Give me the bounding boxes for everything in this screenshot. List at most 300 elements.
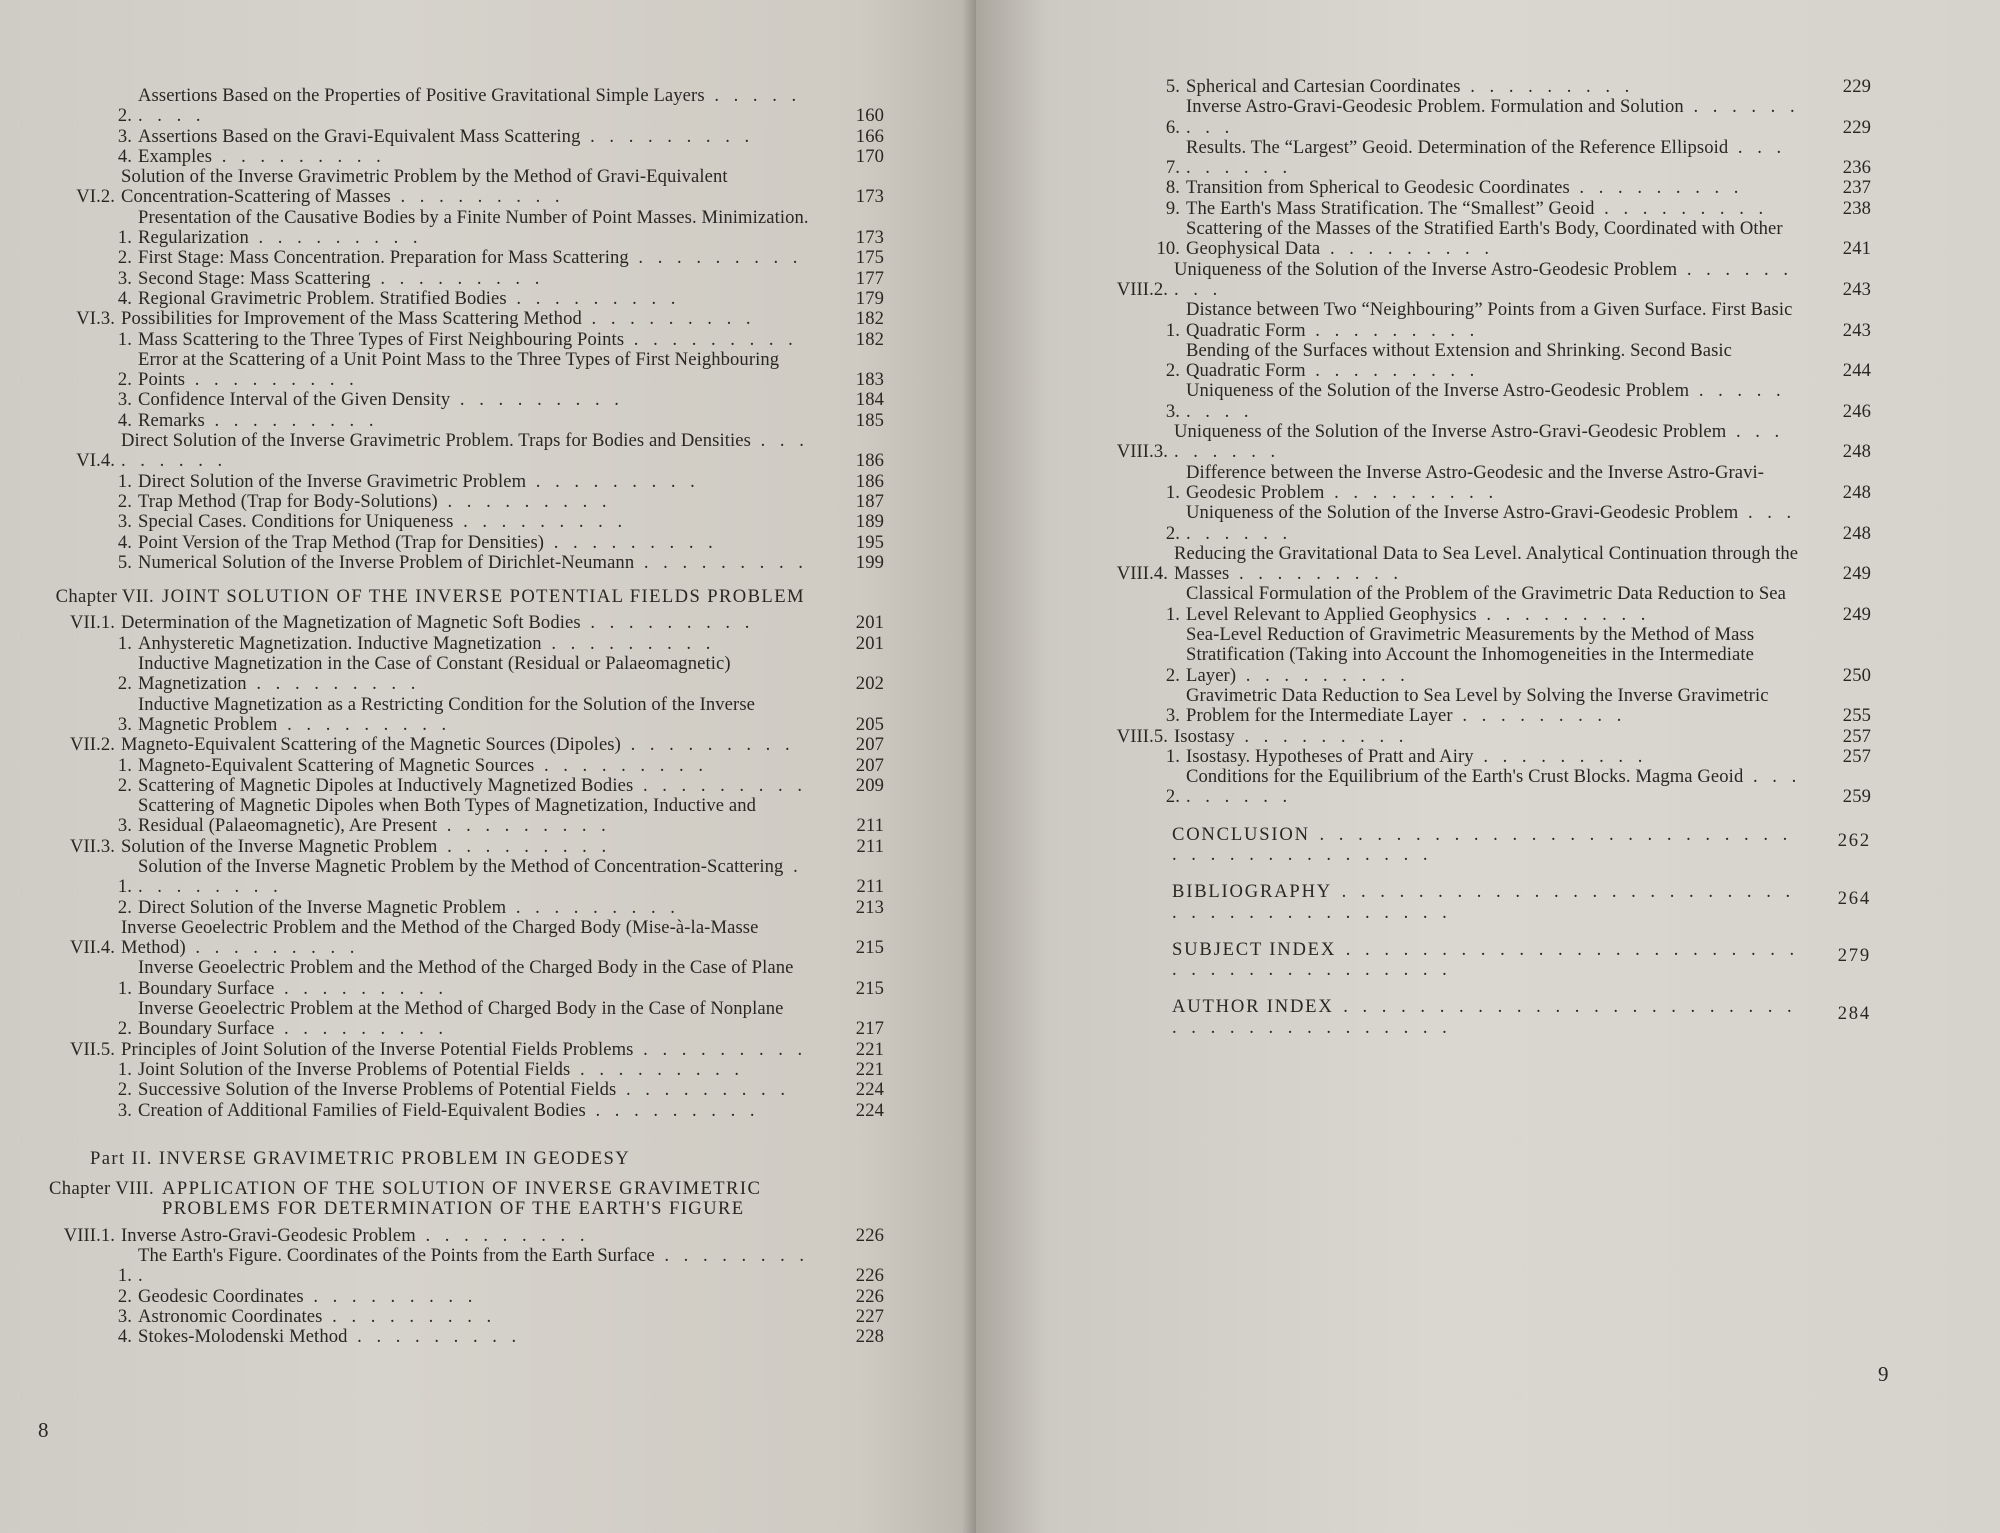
toc-entry-title: Inverse Astro-Gravi-Geodesic Problem. Formulation and Solution . . . . . . . . .: [1186, 97, 1800, 138]
toc-entry: [1076, 544, 1871, 585]
dot-leader: . . . . . . . . .: [580, 613, 755, 634]
dot-leader: . . . . . . . . .: [580, 126, 755, 147]
toc-entry-title: Solution of the Inverse Magnetic Problem by the Method of Concentration-Scattering . . . . . . . . .: [138, 856, 803, 898]
dot-leader: . . . . . . . . .: [204, 410, 379, 431]
chapter-title: JOINT SOLUTION OF THE INVERSE POTENTIAL FIELDS PROBLEM: [162, 586, 805, 608]
toc-entry-title: Inverse Geoelectric Problem and the Method of the Charged Body (Mise-à-la-Masse Method) . . . . . . . . .: [121, 917, 759, 959]
toc-entry-number: 1.: [1165, 745, 1180, 767]
toc-entry-page: 221: [855, 1038, 884, 1060]
toc-entry-number: 2.: [1165, 360, 1180, 382]
toc-entry-page: 249: [1842, 563, 1871, 585]
toc-entry: [24, 1040, 884, 1060]
toc-right-entries: [1076, 77, 1871, 808]
toc-entry-number: 2.: [117, 490, 132, 512]
toc-entry-title: Isostasy. Hypotheses of Pratt and Airy . . . . . . . . .: [1186, 746, 1648, 767]
toc-entry-page: 228: [855, 1326, 884, 1348]
toc-entry-number: 3.: [117, 389, 132, 411]
toc-entry-page: 248: [1842, 522, 1871, 544]
toc-entry: [1076, 727, 1871, 747]
toc-entry-number: 1.: [117, 328, 132, 350]
toc-entry: [24, 411, 884, 431]
dot-leader: . . . . . . . . .: [370, 268, 545, 289]
toc-left: [24, 86, 884, 1348]
dot-leader: . . . . . . . . .: [277, 713, 452, 735]
toc-entry: [24, 289, 884, 309]
toc-entry-title: Determination of the Magnetization of Magnetic Soft Bodies . . . . . . . . .: [121, 613, 755, 634]
toc-entry-number: 2.: [1165, 664, 1180, 686]
toc-entry-page: 217: [855, 1018, 884, 1040]
toc-entry-title: Magneto-Equivalent Scattering of Magnetic Sources . . . . . . . . .: [138, 755, 708, 776]
toc-entry: [24, 269, 884, 289]
toc-entry-page: 179: [855, 287, 884, 309]
dot-leader: . . . . . . . . .: [1460, 77, 1635, 97]
dot-leader: . . . . . . . . .: [1320, 238, 1494, 260]
toc-entry: [24, 958, 884, 999]
toc-entry-page: 195: [855, 531, 884, 553]
toc-entry-title: Magneto-Equivalent Scattering of the Magnetic Sources (Dipoles) . . . . . . . . .: [121, 735, 795, 756]
toc-entry-title: Inverse Astro-Gravi-Geodesic Problem . . . . . . . . .: [121, 1225, 590, 1246]
toc-chapter-vii-entries: [24, 613, 884, 1120]
toc-backmatter-entry: [1172, 825, 1871, 866]
toc-entry-number: 1.: [117, 1265, 132, 1287]
toc-entry-title: First Stage: Mass Concentration. Preparation for Mass Scattering . . . . . . . . .: [138, 248, 803, 269]
toc-entry-number: 4.: [117, 531, 132, 553]
toc-entry-page: 166: [855, 125, 884, 147]
toc-entry-title: Uniqueness of the Solution of the Inverse Astro-Gravi-Geodesic Problem . . . . . . . . .: [1174, 422, 1785, 463]
toc-entry-number: 3.: [117, 1305, 132, 1327]
toc-entry: [24, 533, 884, 553]
toc-entry: [24, 999, 884, 1040]
dot-leader: . . . . . . . . .: [212, 146, 386, 167]
chapter-viii-heading: [24, 1179, 884, 1220]
toc-entry: [24, 776, 884, 796]
dot-leader: . . . . . . . . .: [585, 1100, 760, 1121]
toc-entry-page: 264: [1837, 887, 1871, 909]
part-ii-heading: Part II. INVERSE GRAVIMETRIC PROBLEM IN GEODESY: [90, 1147, 631, 1169]
toc-entry-number: VI.3.: [76, 308, 115, 330]
toc-backmatter: [1076, 825, 1871, 1038]
toc-entry-page: 229: [1842, 76, 1871, 97]
toc-entry-number: VIII.3.: [1116, 441, 1168, 463]
toc-entry: [1076, 178, 1871, 198]
toc-entry-page: 236: [1842, 157, 1871, 179]
toc-entry-number: 4.: [117, 287, 132, 309]
dot-leader: . . . . . . . . .: [1236, 664, 1410, 686]
toc-entry-number: 3.: [117, 511, 132, 533]
dot-leader: . . . . . . . . .: [347, 1327, 522, 1348]
toc-entry: [24, 1226, 884, 1246]
dot-leader: . . . . . . . . .: [1305, 360, 1480, 382]
toc-entry-page: 186: [855, 470, 884, 492]
dot-leader: . . . . . . . . .: [303, 1286, 478, 1307]
dot-leader: . . . . . . . . .: [437, 836, 612, 857]
toc-right: [1076, 77, 1871, 1038]
dot-leader: . . . . . . . . .: [138, 1246, 810, 1287]
toc-entry-title: Distance between Two “Neighbouring” Points from a Given Surface. First Basic Quadratic Form . . . . . . . . .: [1186, 300, 1793, 341]
toc-left-entries: [24, 86, 884, 573]
page-number: 9: [1878, 1362, 1889, 1386]
toc-entry: [1076, 463, 1871, 504]
toc-entry: [24, 553, 884, 573]
dot-leader: . . . . . . . . .: [1174, 422, 1785, 463]
toc-entry-number: VIII.1.: [63, 1224, 115, 1246]
toc-entry-page: 182: [855, 328, 884, 350]
toc-entry: [1076, 422, 1871, 463]
toc-entry-page: 243: [1842, 319, 1871, 341]
toc-entry-page: 226: [855, 1285, 884, 1307]
toc-entry-page: 189: [855, 511, 884, 533]
toc-entry-number: 6.: [1165, 116, 1180, 138]
toc-entry-page: 211: [856, 876, 884, 898]
toc-entry: [24, 898, 884, 918]
dot-leader: . . . . . . . . .: [246, 673, 421, 695]
toc-entry-number: VII.3.: [69, 835, 115, 857]
toc-entry-number: VI.2.: [76, 186, 115, 208]
toc-entry-title: CONCLUSION . . . . . . . . . . . . . . . . . . . . . . . . . . . . . . . . . . . . . . .: [1172, 824, 1793, 865]
toc-entry: [24, 127, 884, 147]
toc-entry-number: 4.: [117, 145, 132, 167]
dot-leader: . . . . . . . . .: [541, 633, 716, 654]
toc-entry-page: 279: [1837, 945, 1871, 967]
toc-entry-page: 226: [855, 1265, 884, 1287]
dot-leader: . . . . . . . . .: [633, 1039, 808, 1060]
toc-entry-title: Difference between the Inverse Astro-Geodesic and the Inverse Astro-Gravi-Geodesic Problem . . . . . . . . .: [1186, 462, 1765, 503]
dot-leader: . . . . . . . . .: [437, 815, 611, 837]
chapter-label: Chapter VII.: [55, 586, 154, 608]
toc-entry-number: VII.5.: [69, 1038, 115, 1060]
dot-leader: . . . . . . . . .: [620, 735, 795, 756]
page-number: 8: [38, 1418, 49, 1442]
toc-entry-title: Geodesic Coordinates . . . . . . . . .: [138, 1286, 478, 1307]
toc-entry-title: Regional Gravimetric Problem. Stratified Bodies . . . . . . . . .: [138, 288, 681, 309]
toc-entry-title: Direct Solution of the Inverse Gravimetric Problem. Traps for Bodies and Densities . . . . . . . . .: [121, 431, 809, 472]
toc-entry-page: 249: [1842, 603, 1871, 625]
toc-entry: [1076, 341, 1871, 382]
toc-entry-page: 207: [855, 734, 884, 756]
toc-entry-title: Inductive Magnetization in the Case of Constant (Residual or Palaeomagnetic) Magnetization . . . . . . . . .: [138, 654, 731, 695]
toc-entry-page: 255: [1842, 705, 1871, 727]
toc-entry: [24, 695, 884, 736]
toc-entry-number: 2.: [117, 896, 132, 918]
toc-entry: [24, 248, 884, 268]
toc-entry-number: 2.: [117, 774, 132, 796]
toc-entry-number: VIII.5.: [1116, 725, 1168, 747]
dot-leader: . . . . . . . . .: [1324, 481, 1499, 503]
toc-entry-number: 3.: [117, 815, 132, 837]
dot-leader: . . . . . . . . .: [453, 512, 628, 533]
toc-entry-title: Scattering of Magnetic Dipoles when Both Types of Magnetization, Inductive and Residual (Palaeomagnetic), Are Present . . . . . . . . .: [138, 796, 757, 837]
toc-entry-number: VIII.4.: [1116, 563, 1168, 585]
toc-entry-title: Anhysteretic Magnetization. Inductive Magnetization . . . . . . . . .: [138, 633, 716, 654]
toc-entry-title: Possibilities for Improvement of the Mass Scattering Method . . . . . . . . .: [121, 309, 756, 330]
chapter-label: Chapter VIII.: [48, 1178, 154, 1200]
toc-entry-page: 185: [855, 409, 884, 431]
toc-entry-number: 1.: [117, 977, 132, 999]
toc-entry-title: Conditions for the Equilibrium of the Earth's Crust Blocks. Magma Geoid . . . . . . . . .: [1186, 767, 1802, 808]
toc-entry-page: 183: [855, 369, 884, 391]
dot-leader: . . . . . . . . .: [1234, 726, 1409, 747]
dot-leader: . . . . . . . . .: [581, 309, 756, 330]
dot-leader: . . . . . . . . .: [1476, 603, 1651, 625]
toc-entry-number: VII.2.: [69, 734, 115, 756]
toc-entry: [1076, 77, 1871, 97]
toc-entry-page: 246: [1842, 400, 1871, 422]
dot-leader: . . . . . . . . .: [1186, 97, 1800, 138]
toc-backmatter-entry: [1172, 997, 1871, 1038]
toc-entry-title: Special Cases. Conditions for Uniqueness . . . . . . . . .: [138, 512, 628, 533]
toc-entry-number: 9.: [1165, 197, 1180, 219]
toc-entry-title: SUBJECT INDEX . . . . . . . . . . . . . . . . . . . . . . . . . . . . . . . . . . . . . . .: [1172, 939, 1800, 981]
toc-entry-number: 2.: [117, 247, 132, 269]
toc-entry-page: 187: [855, 490, 884, 512]
toc-entry: [24, 613, 884, 633]
toc-entry: [1076, 767, 1871, 808]
dot-leader: . . . . . . . . .: [185, 369, 359, 391]
toc-entry: [24, 147, 884, 167]
toc-entry-title: Spherical and Cartesian Coordinates . . . . . . . . .: [1186, 77, 1635, 97]
toc-entry-title: Uniqueness of the Solution of the Inverse Astro-Geodesic Problem . . . . . . . . .: [1186, 381, 1786, 422]
toc-entry-page: 170: [855, 145, 884, 167]
toc-entry: [24, 512, 884, 532]
toc-entry-page: 173: [855, 227, 884, 249]
toc-entry-page: 175: [855, 247, 884, 269]
dot-leader: . . . . . . . . .: [1452, 705, 1627, 727]
toc-entry: [24, 492, 884, 512]
toc-entry-page: 205: [855, 713, 884, 735]
toc-entry-page: 199: [855, 551, 884, 573]
dot-leader: . . . . . . . . .: [1305, 319, 1480, 341]
toc-entry-title: Bending of the Surfaces without Extension and Shrinking. Second Basic Quadratic Form . . . . . . . . .: [1186, 340, 1733, 382]
toc-entry-page: 213: [855, 896, 884, 918]
toc-entry: [24, 837, 884, 857]
toc-entry: [24, 796, 884, 837]
toc-entry-number: 1.: [1165, 481, 1180, 503]
toc-entry-number: 4.: [117, 409, 132, 431]
dot-leader: . . . . . . . . .: [1594, 198, 1769, 219]
toc-entry-page: 224: [855, 1079, 884, 1101]
toc-entry-title: Presentation of the Causative Bodies by a Finite Number of Point Masses. Minimization. Regularization . . . . . . . . .: [138, 207, 809, 249]
dot-leader: . . . . . . . . . . . . . . . . . . . . . . . . . . . . . . . . . . . . . . .: [1172, 882, 1796, 923]
dot-leader: . . . . . . . . . . . . . . . . . . . . . . . . . . . . . . . . . . . . . . .: [1172, 939, 1800, 981]
dot-leader: . . . . . . . . .: [121, 431, 809, 472]
toc-entry: [24, 390, 884, 410]
toc-entry-page: 241: [1842, 238, 1871, 260]
dot-leader: . . . . . . . . .: [570, 1059, 745, 1080]
toc-entry: [24, 1101, 884, 1121]
toc-entry-page: 211: [856, 815, 884, 837]
toc-entry-number: 1.: [117, 227, 132, 249]
toc-entry: [1076, 199, 1871, 219]
toc-entry-number: 5.: [117, 551, 132, 573]
toc-entry-page: 209: [855, 774, 884, 796]
toc-chapter-viii-entries: [24, 1226, 884, 1348]
dot-leader: . . . . . . . . .: [1473, 746, 1648, 767]
toc-entry: [24, 350, 884, 391]
toc-entry-title: Error at the Scattering of a Unit Point Mass to the Three Types of First Neighbouring Points . . . . . . . . .: [138, 349, 780, 391]
toc-entry-page: 221: [855, 1058, 884, 1080]
toc-entry-title: Successive Solution of the Inverse Problems of Potential Fields . . . . . . . . .: [138, 1080, 790, 1101]
dot-leader: . . . . . . . . .: [534, 755, 708, 776]
toc-entry-title: Solution of the Inverse Magnetic Problem . . . . . . . . .: [121, 836, 612, 857]
toc-entry-title: Assertions Based on the Gravi-Equivalent Mass Scattering . . . . . . . . .: [138, 126, 755, 147]
toc-entry-page: 226: [855, 1224, 884, 1246]
toc-entry-number: 7.: [1165, 157, 1180, 179]
toc-entry-title: Remarks . . . . . . . . .: [138, 410, 379, 431]
toc-entry: [1076, 97, 1871, 138]
toc-entry: [1076, 260, 1871, 301]
toc-entry-title: Astronomic Coordinates . . . . . . . . .: [138, 1306, 497, 1327]
toc-entry-title: Scattering of Magnetic Dipoles at Inductively Magnetized Bodies . . . . . . . . .: [138, 775, 807, 796]
toc-entry-page: 177: [855, 267, 884, 289]
dot-leader: . . . . . . . . .: [274, 977, 449, 999]
left-page: [0, 0, 976, 1533]
toc-entry: [1076, 584, 1871, 625]
toc-entry: [24, 1307, 884, 1327]
dot-leader: . . . . . . . . .: [450, 390, 624, 411]
toc-entry-page: 237: [1842, 177, 1871, 199]
dot-leader: . . . . . . . . .: [138, 856, 803, 898]
chapter-vii-heading: [24, 587, 884, 607]
dot-leader: . . . . . . . . .: [633, 775, 807, 796]
dot-leader: . . . . . . . . .: [1174, 259, 1793, 300]
toc-entry-page: 262: [1837, 829, 1871, 851]
toc-entry-title: Scattering of the Masses of the Stratified Earth's Body, Coordinated with Other Geophysical Data . . . . . . . . .: [1186, 219, 1783, 260]
toc-entry: [1076, 503, 1871, 544]
toc-entry-number: 5.: [1165, 76, 1180, 97]
toc-entry-page: 202: [855, 673, 884, 695]
toc-entry-page: 248: [1842, 481, 1871, 503]
toc-entry: [24, 167, 884, 208]
dot-leader: . . . . . . . . .: [248, 227, 423, 249]
toc-entry-title: Sea-Level Reduction of Gravimetric Measurements by the Method of Mass Stratification (Taking into Account the Inhomogeneities in the Intermediate Layer) . . . . . . . . .: [1186, 625, 1755, 686]
toc-entry-number: VI.4.: [76, 450, 115, 472]
toc-entry-title: Results. The “Largest” Geoid. Determination of the Reference Ellipsoid . . . . . . . . .: [1186, 137, 1787, 179]
toc-entry-number: 3.: [117, 267, 132, 289]
dot-leader: . . . . . . . . .: [526, 471, 700, 492]
toc-entry-title: Solution of the Inverse Gravimetric Problem by the Method of Gravi-Equivalent Concentration-Scattering of Masses . . . . . . . . .: [121, 167, 728, 208]
toc-entry-number: 3.: [117, 125, 132, 147]
toc-entry-title: AUTHOR INDEX . . . . . . . . . . . . . . . . . . . . . . . . . . . . . . . . . . . . . . .: [1172, 997, 1797, 1038]
toc-entry-title: Creation of Additional Families of Field-Equivalent Bodies . . . . . . . . .: [138, 1100, 760, 1121]
toc-entry: [24, 431, 884, 472]
toc-entry-title: Gravimetric Data Reduction to Sea Level by Solving the Inverse Gravimetric Problem for the Intermediate Layer . . . . . . . . .: [1186, 685, 1769, 727]
toc-entry-page: 250: [1842, 664, 1871, 686]
toc-entry-title: Mass Scattering to the Three Types of First Neighbouring Points . . . . . . . . .: [138, 329, 798, 350]
toc-entry-number: 2.: [117, 105, 132, 127]
toc-entry-page: 238: [1842, 197, 1871, 219]
toc-entry: [1076, 381, 1871, 422]
toc-entry-page: 257: [1842, 745, 1871, 767]
dot-leader: . . . . . . . . .: [437, 491, 612, 512]
dot-leader: . . . . . . . . .: [138, 86, 802, 127]
toc-entry: [1076, 625, 1871, 686]
dot-leader: . . . . . . . . .: [390, 186, 565, 208]
toc-entry-page: 160: [855, 105, 884, 127]
toc-entry-title: Uniqueness of the Solution of the Inverse Astro-Geodesic Problem . . . . . . . . .: [1174, 259, 1793, 300]
toc-entry-page: 201: [855, 612, 884, 634]
toc-entry-number: 3.: [117, 713, 132, 735]
toc-entry-number: VII.4.: [69, 937, 115, 959]
dot-leader: . . . . . . . . .: [322, 1306, 497, 1327]
toc-entry-page: 186: [855, 450, 884, 472]
toc-entry: [24, 1327, 884, 1347]
toc-entry: [24, 1080, 884, 1100]
toc-entry: [24, 1246, 884, 1287]
toc-entry-page: 229: [1842, 116, 1871, 138]
dot-leader: . . . . . . . . .: [1186, 503, 1797, 544]
dot-leader: . . . . . . . . .: [1229, 563, 1404, 585]
toc-entry-number: 2.: [1165, 522, 1180, 544]
toc-entry-number: VII.1.: [69, 612, 115, 634]
toc-entry-page: 215: [855, 937, 884, 959]
toc-entry-number: 1.: [1165, 603, 1180, 625]
toc-entry: [1076, 138, 1871, 179]
toc-entry: [24, 330, 884, 350]
dot-leader: . . . . . . . . .: [1186, 137, 1787, 179]
toc-entry-title: Confidence Interval of the Given Density . . . . . . . . .: [138, 390, 624, 411]
toc-entry-number: 3.: [1165, 400, 1180, 422]
toc-entry-title: Principles of Joint Solution of the Inverse Potential Fields Problems . . . . . . . . .: [121, 1039, 808, 1060]
toc-entry-number: 1.: [117, 876, 132, 898]
toc-entry-page: 215: [855, 977, 884, 999]
toc-entry-number: 1.: [117, 632, 132, 654]
toc-entry-number: 2.: [117, 1285, 132, 1307]
toc-entry-number: VIII.2.: [1116, 278, 1168, 300]
dot-leader: . . . . . . . . . . . . . . . . . . . . . . . . . . . . . . . . . . . . . . .: [1172, 824, 1793, 865]
toc-entry-page: 244: [1842, 360, 1871, 382]
toc-entry: [1076, 219, 1871, 260]
toc-entry: [24, 756, 884, 776]
toc-entry: [24, 735, 884, 755]
toc-entry: [24, 857, 884, 898]
toc-entry-title: Transition from Spherical to Geodesic Coordinates . . . . . . . . .: [1186, 178, 1744, 199]
toc-entry: [24, 918, 884, 959]
toc-entry-number: 1.: [117, 754, 132, 776]
toc-entry-title: Joint Solution of the Inverse Problems of Potential Fields . . . . . . . . .: [138, 1059, 745, 1080]
toc-entry-page: 257: [1842, 725, 1871, 747]
toc-entry-title: Stokes-Molodenski Method . . . . . . . . .: [138, 1327, 522, 1348]
toc-entry-page: 248: [1842, 441, 1871, 463]
dot-leader: . . . . . . . . .: [624, 329, 798, 350]
toc-entry-page: 259: [1842, 786, 1871, 808]
dot-leader: . . . . . . . . .: [274, 1018, 449, 1040]
toc-entry-page: 201: [855, 632, 884, 654]
toc-entry-page: 243: [1842, 278, 1871, 300]
toc-entry-number: 3.: [1165, 705, 1180, 727]
toc-entry: [24, 309, 884, 329]
toc-entry-number: 2.: [117, 1018, 132, 1040]
dot-leader: . . . . . . . . .: [628, 248, 803, 269]
toc-entry: [24, 1060, 884, 1080]
toc-entry-number: 1.: [1165, 319, 1180, 341]
toc-entry-page: 182: [855, 308, 884, 330]
dot-leader: . . . . . . . . .: [1186, 381, 1786, 422]
toc-entry-title: Numerical Solution of the Inverse Problem of Dirichlet-Neumann . . . . . . . . .: [138, 552, 808, 573]
toc-entry-page: 284: [1837, 1002, 1871, 1024]
right-page: [976, 0, 2000, 1533]
dot-leader: . . . . . . . . .: [415, 1225, 590, 1246]
toc-entry-title: Inverse Geoelectric Problem at the Method of Charged Body in the Case of Nonplane Boundary Surface . . . . . . . . .: [138, 999, 784, 1040]
toc-entry-number: 1.: [117, 1058, 132, 1080]
toc-entry-title: Second Stage: Mass Scattering . . . . . . . . .: [138, 268, 545, 289]
toc-entry-title: Isostasy . . . . . . . . .: [1174, 726, 1409, 747]
toc-entry: [24, 472, 884, 492]
toc-entry: [1076, 686, 1871, 727]
dot-leader: . . . . . . . . . . . . . . . . . . . . . . . . . . . . . . . . . . . . . . .: [1172, 997, 1797, 1038]
toc-entry-page: 207: [855, 754, 884, 776]
toc-entry-title: The Earth's Figure. Coordinates of the Points from the Earth Surface . . . . . . . . .: [138, 1246, 810, 1287]
toc-entry-title: Inverse Geoelectric Problem and the Method of the Charged Body in the Case of Plane Boundary Surface . . . . . . . . .: [138, 958, 794, 999]
